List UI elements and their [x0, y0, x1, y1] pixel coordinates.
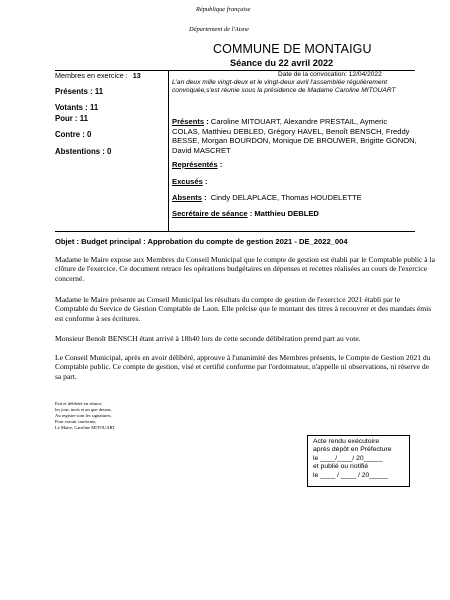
signature-block [55, 401, 115, 431]
executoire-line: Acte rendu exécutoire [313, 438, 380, 445]
presents-count: Présents : 11 [55, 87, 104, 96]
contre-count: Contre : 0 [55, 130, 92, 139]
abstentions-count: Abstentions : 0 [55, 147, 112, 156]
seance-date: Séance du 22 avril 2022 [230, 58, 334, 68]
excuses-label: Excusés [172, 177, 203, 186]
column-divider [168, 70, 169, 231]
footer-line: Pour extrait conforme, [55, 419, 97, 425]
executoire-box [307, 435, 410, 487]
membres-en-exercice [55, 71, 141, 80]
excuses-section: Excusés : [172, 177, 208, 186]
presents-list: Caroline MITOUART, Alexandre PRESTAIL, Aymeric COLAS, Matthieu DEBLED, Grégory HAVEL, Benoît BENSCH, Freddy BESSE, Morgan BOURDON, Monique DE BROUWER, Brigitte GONON, David MASCRET [172, 117, 417, 155]
secretaire-label: Secrétaire de séance [172, 209, 248, 218]
absents-section: Absents : Cindy DELAPLACE, Thomas HOUDELETTE [172, 193, 362, 202]
paragraph-1: Madame le Maire expose aux Membres du Conseil Municipal que le compte de gestion est établi par le Comptable public à la clôture de l'exercice. Ce document retrace les opérations budgétaires en dépenses et recettes réalisées au cours de l'exercice concerné. [55, 255, 435, 283]
seance-intro: L'an deux mille vingt-deux et le vingt-deux avril l'assemblée régulièrement convoquée,s'est réunie sous la présidence de Madame Caroline MITOUART [172, 79, 396, 95]
republique-francaise: République française [196, 6, 251, 13]
commune-title: COMMUNE DE MONTAIGU [213, 42, 372, 56]
secretaire-section: Secrétaire de séance : Matthieu DEBLED [172, 209, 319, 218]
representes-label: Représentés [172, 160, 218, 169]
executoire-line: après dépôt en Préfecture [313, 446, 392, 454]
paragraph-2: Madame le Maire présente au Conseil Municipal les résultats du compte de gestion de l'exercice 2021 établi par le Comptable du Service de Gestion Comptable de Laon. Elle précise que le montant des titres à recouvrer et des mandats émis est conforme à ses écritures. [55, 295, 432, 323]
absents-list: Cindy DELAPLACE, Thomas HOUDELETTE [210, 193, 362, 202]
executoire-line: le ____/____/ 20_____ [313, 454, 383, 462]
absents-label: Absents [172, 193, 202, 202]
objet-title: Objet : Budget principal : Approbation du compte de gestion 2021 - DE_2022_004 [55, 237, 348, 246]
section-rule [55, 231, 415, 232]
executoire-line: et publié ou notifié [313, 463, 369, 471]
membres-label: Membres en exercice : [55, 71, 128, 80]
pour-count: Pour : 11 [55, 114, 88, 123]
paragraph-3: Monsieur Benoît BENSCH étant arrivé à 18h40 lors de cette seconde délibération prend part au vote. [55, 334, 361, 343]
footer-line: Fait et délibéré en séance, [55, 401, 103, 406]
footer-line: les jour, mois et an que dessus, [55, 407, 112, 413]
executoire-line: le ____ / ____ / 20_____ [313, 471, 389, 479]
secretaire-name: Matthieu DEBLED [254, 209, 319, 218]
footer-line: Au registre sont les signatures, [55, 413, 112, 419]
membres-value: 13 [132, 71, 141, 80]
presents-label: Présents [172, 117, 205, 126]
votants-count: Votants : 11 [55, 103, 99, 112]
footer-line: Le Maire, Caroline MITOUART [55, 425, 116, 431]
representes-section: Représentés : [172, 160, 223, 169]
date-convocation: Date de la convocation: 12/04/2022 [278, 71, 382, 78]
departement: Département de l'Aisne [189, 26, 249, 33]
paragraph-4: Le Conseil Municipal, après en avoir délibéré, approuve à l'unanimité des Membres présents, le Compte de Gestion 2021 du Comptable public. Ce compte de gestion, visé et certifié conforme par l'ordonnateur, n'appelle ni observations, ni réserve de sa part. [55, 353, 431, 381]
presents-section: Présents : Caroline MITOUART, Alexandre PRESTAIL, Aymeric COLAS, Matthieu DEBLED, Grégory HAVEL, Benoît BENSCH, Freddy BESSE, Morgan BOURDON, Monique DE BROUWER, Brigitte GONON, David MASCRET [172, 117, 417, 155]
